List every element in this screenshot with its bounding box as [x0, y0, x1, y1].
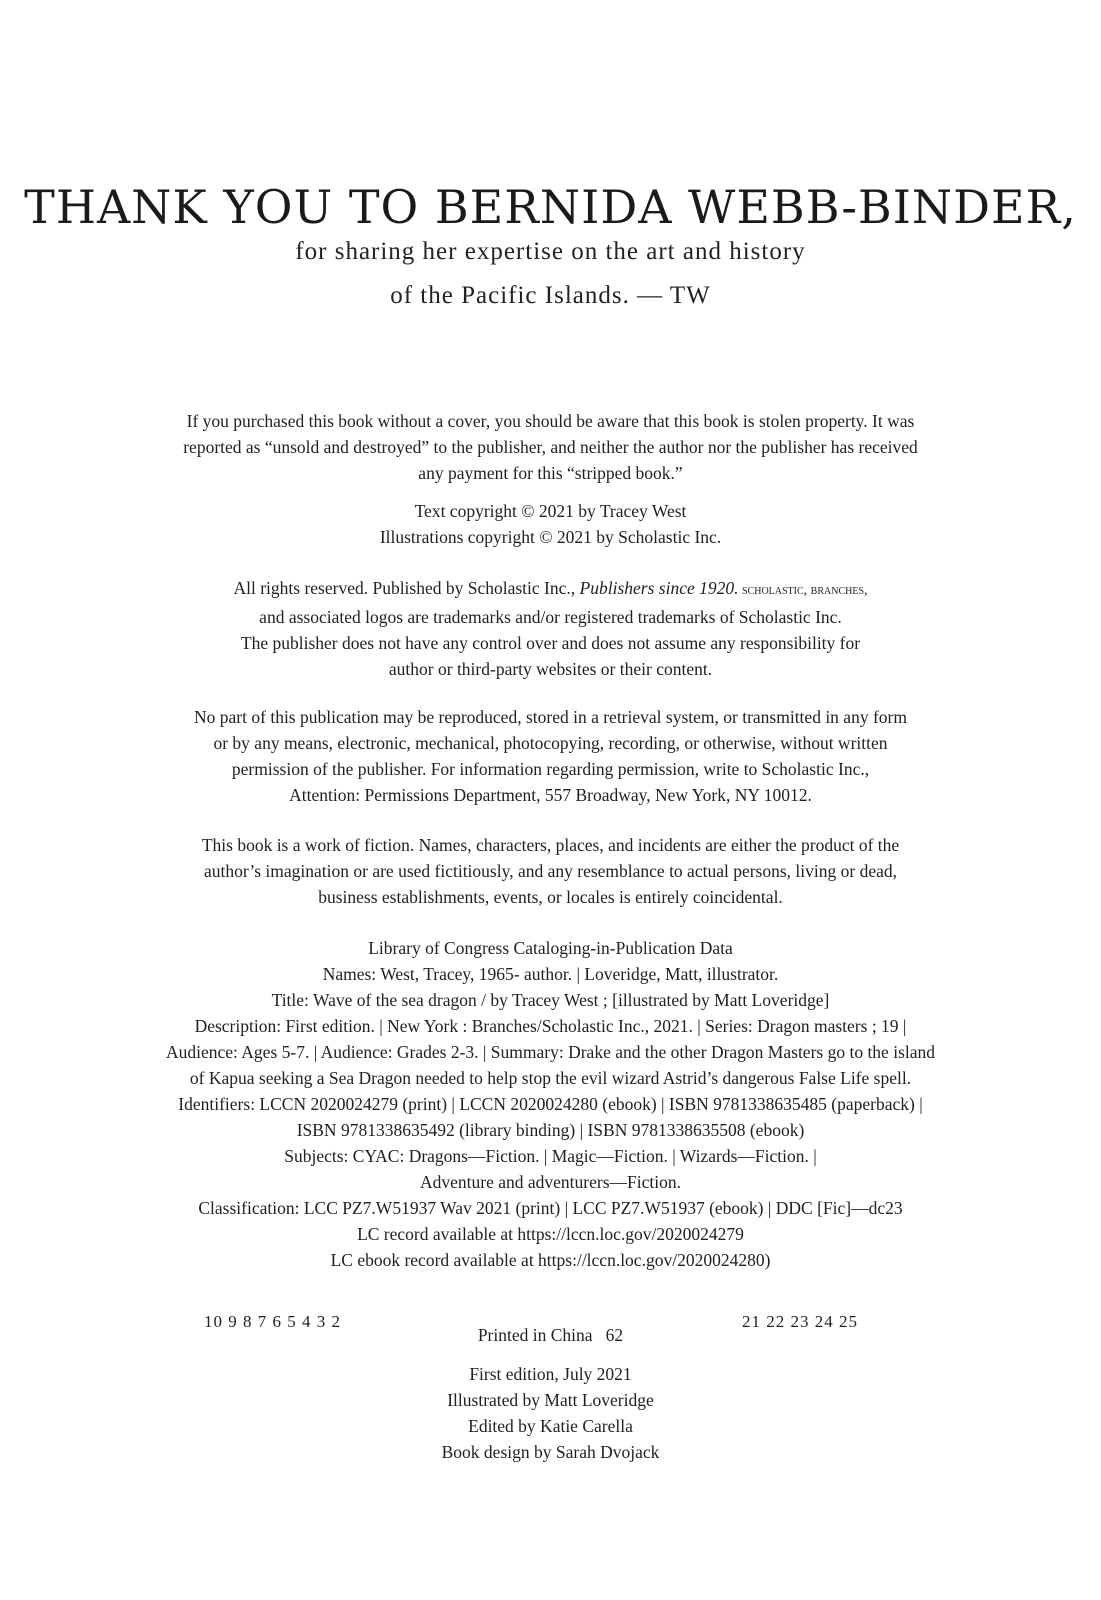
stripped-notice-line: reported as “unsold and destroyed” to the publisher, and neither the author nor the publisher has received	[183, 437, 918, 457]
copyright-line: Illustrations copyright © 2021 by Scholastic Inc.	[379, 527, 722, 547]
cip-line: LC ebook record available at https://lccn.loc.gov/2020024280)	[330, 1250, 771, 1270]
credit-line: Edited by Katie Carella	[468, 1416, 633, 1436]
copyright-line: Text copyright © 2021 by Tracey West	[414, 501, 687, 521]
rights-line-1	[0, 575, 1101, 604]
trademark-names: scholastic, branches,	[738, 583, 868, 598]
cip-line: ISBN 9781338635492 (library binding) | ISBN 9781338635508 (ebook)	[296, 1120, 805, 1140]
stripped-notice-line: If you purchased this book without a cover, you should be aware that this book is stolen property. It was	[186, 411, 915, 431]
rights-line: The publisher does not have any control over and does not assume any responsibility for	[240, 633, 861, 653]
credit-line: Illustrated by Matt Loveridge	[447, 1390, 654, 1410]
printing-numbers: 10 9 8 7 6 5 4 3 2	[204, 1312, 341, 1331]
reproduction-line: No part of this publication may be reproduced, stored in a retrieval system, or transmitted in any form	[194, 707, 907, 727]
rights-line: author or third-party websites or their content.	[388, 659, 713, 679]
printed-in: Printed in China 62	[477, 1325, 624, 1345]
cip-line: Description: First edition. | New York : Branches/Scholastic Inc., 2021. | Series: Dragon masters ; 19 |	[194, 1016, 907, 1036]
publishers-since: Publishers since 1920.	[579, 578, 739, 598]
reproduction-line: or by any means, electronic, mechanical, photocopying, recording, or otherwise, without written	[213, 733, 888, 753]
cip-line: Subjects: CYAC: Dragons—Fiction. | Magic—Fiction. | Wizards—Fiction. |	[284, 1146, 817, 1166]
credit-line: First edition, July 2021	[469, 1364, 632, 1384]
edition-credits	[0, 1361, 1101, 1465]
rights-notice	[0, 575, 1101, 682]
rights-text: All rights reserved. Published by Scholastic Inc.,	[233, 578, 580, 598]
reproduction-notice	[0, 704, 1101, 808]
fiction-line: business establishments, events, or locales is entirely coincidental.	[318, 887, 783, 907]
cip-line: LC record available at https://lccn.loc.gov/2020024279	[357, 1224, 744, 1244]
stripped-notice-line: any payment for this “stripped book.”	[418, 463, 683, 483]
fiction-notice	[0, 832, 1101, 910]
cip-data	[0, 935, 1101, 1273]
cip-line: Library of Congress Cataloging-in-Publication Data	[368, 938, 733, 958]
fiction-line: author’s imagination or are used fictitiously, and any resemblance to actual persons, living or dead,	[204, 861, 897, 881]
cip-line: Identifiers: LCCN 2020024279 (print) | LCCN 2020024280 (ebook) | ISBN 9781338635485 (paperback) |	[178, 1094, 923, 1114]
reproduction-line: Attention: Permissions Department, 557 Broadway, New York, NY 10012.	[289, 785, 812, 805]
reproduction-line: permission of the publisher. For information regarding permission, write to Scholastic Inc.,	[231, 759, 870, 779]
copyright-notice	[0, 498, 1101, 550]
credit-line: Book design by Sarah Dvojack	[441, 1442, 660, 1462]
cip-line: Names: West, Tracey, 1965- author. | Loveridge, Matt, illustrator.	[322, 964, 779, 984]
cip-line: Audience: Ages 5-7. | Audience: Grades 2-3. | Summary: Drake and the other Dragon Masters go to the island	[165, 1042, 936, 1062]
fiction-line: This book is a work of fiction. Names, characters, places, and incidents are either the product of the	[201, 835, 900, 855]
cip-line: Title: Wave of the sea dragon / by Tracey West ; [illustrated by Matt Loveridge]	[271, 990, 830, 1010]
dedication-line-1: for sharing her expertise on the art and history	[295, 238, 806, 265]
cip-line: of Kapua seeking a Sea Dragon needed to help stop the evil wizard Astrid’s dangerous False Life spell.	[189, 1068, 912, 1088]
cip-line: Adventure and adventurers—Fiction.	[420, 1172, 681, 1192]
dedication-title: THANK YOU TO BERNIDA WEBB-BINDER,	[24, 180, 1077, 234]
dedication-line-2: of the Pacific Islands. — TW	[390, 282, 711, 309]
rights-line: and associated logos are trademarks and/or registered trademarks of Scholastic Inc.	[259, 607, 842, 627]
year-numbers: 21 22 23 24 25	[742, 1312, 858, 1331]
stripped-book-notice	[0, 408, 1101, 486]
cip-line: Classification: LCC PZ7.W51937 Wav 2021 (print) | LCC PZ7.W51937 (ebook) | DDC [Fic]—dc23	[198, 1198, 903, 1218]
